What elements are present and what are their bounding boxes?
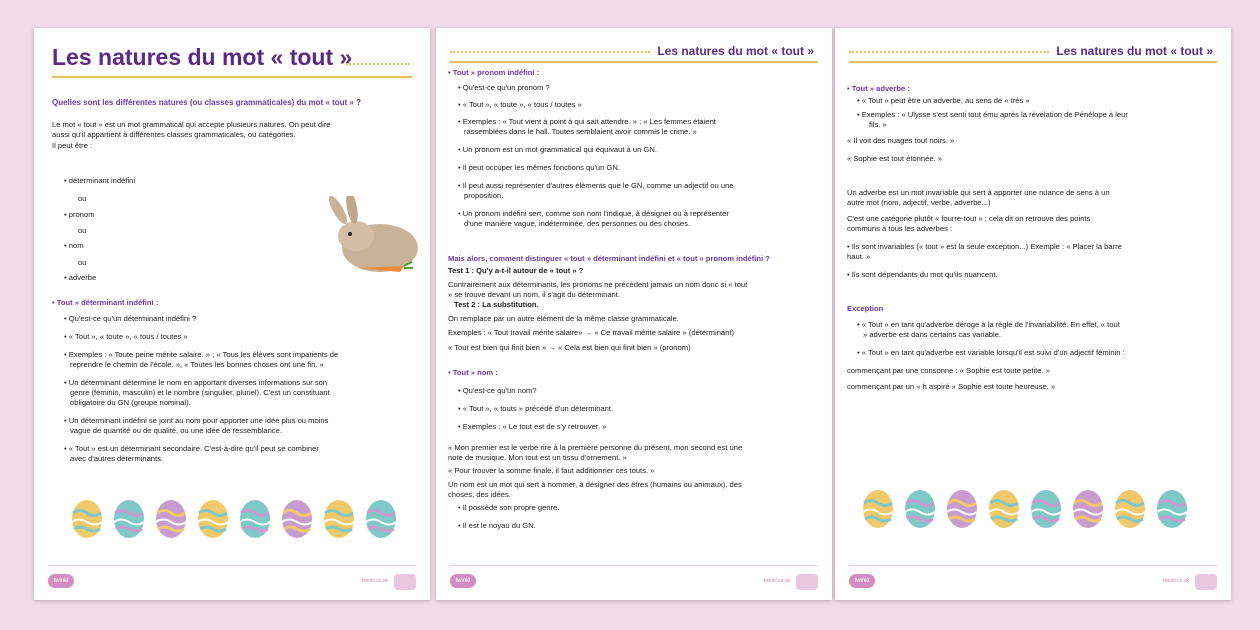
nature-separator: ou [78, 194, 87, 203]
badge-icon [796, 574, 818, 590]
nature-item: • nom [64, 241, 84, 250]
body-line: • Il possède son propre genre. [458, 503, 560, 512]
body-line: « Mon premier est le verbe rire à la première personne du présent, mon second est une [448, 443, 743, 452]
page-title: Les natures du mot « tout » [1056, 44, 1213, 58]
easter-egg-icon [70, 498, 104, 540]
intro-line: aussi qu'il appartient à différentes classes grammaticales, ou catégories. [52, 130, 296, 139]
easter-egg-icon [945, 488, 979, 530]
easter-egg-icon [1113, 488, 1147, 530]
body-line: vague de quantité ou de qualité, ou une idée de ressemblance. [70, 426, 282, 435]
body-line: Exemples : « Tout travail mérite salaire» → « Ce travail mérite salaire » (déterminant) [448, 328, 735, 337]
body-line: fils. » [869, 120, 887, 129]
question-heading: Quelles sont les différentes natures (ou classes grammaticales) du mot « tout » ? [52, 98, 361, 107]
body-line: • Qu'est-ce qu'un nom? [458, 386, 537, 395]
easter-egg-icon [238, 498, 272, 540]
section-heading: • Tout » déterminant indéfini : [52, 298, 159, 307]
footer-rule [450, 565, 818, 566]
easter-egg-icon [112, 498, 146, 540]
nature-separator: ou [78, 258, 87, 267]
page-title: Les natures du mot « tout » [657, 44, 814, 58]
body-line: choses, des idées. [448, 490, 511, 499]
easter-egg-icon [280, 498, 314, 540]
section-heading: • Tout » adverbe : [847, 84, 910, 93]
body-line: • « Tout », « toute », « tous / toutes » [64, 332, 188, 341]
body-line: Contrairement aux déterminants, les pronoms ne précèdent jamais un nom donc si « tout [448, 280, 748, 289]
body-line: On remplace par un autre élément de la même classe grammaticale. [448, 314, 679, 323]
body-line: « Pour trouver la somme finale, il faut additionner ces touts. » [448, 466, 655, 475]
twinkl-logo: twinkl [849, 574, 875, 588]
title-dots [450, 51, 650, 53]
body-line: • « Tout » en tant qu'adverbe est variable lorsqu'il est suivi d'un adjectif féminin : [857, 348, 1125, 357]
body-line: • « Tout » est un déterminant secondaire. C'est-à-dire qu'il peut se combiner [64, 444, 319, 453]
twinkl-logo: twinkl [450, 574, 476, 588]
body-line: « Il voit des nuages tout noirs. » [847, 136, 955, 145]
body-line: • Un pronom indéfini sert, comme son nom l'indique, à désigner ou à représenter [458, 209, 729, 218]
easter-egg-icon [903, 488, 937, 530]
twinkl-logo: twinkl [48, 574, 74, 588]
intro-line: Il peut être : [52, 141, 93, 150]
page-title: Les natures du mot « tout » [52, 44, 353, 70]
footer-url: twinkl.co.uk [1163, 578, 1189, 584]
easter-egg-icon [1029, 488, 1063, 530]
body-line: • Qu'est-ce qu'un déterminant indéfini ? [64, 314, 197, 323]
body-line: note de musique. Mon tout est un tissu d'ornement. » [448, 453, 627, 462]
body-line: • « Tout » peut être un adverbe, au sens de « très » [857, 96, 1030, 105]
body-line: commençant par un « h aspiré » Sophie est toute heureuse. » [847, 382, 1056, 391]
body-line: » se trouve devant un nom, il s'agit du déterminant. [448, 290, 620, 299]
body-line: • Exemples : « Ulysse s'est senti tout ému après la révélation de Pénélope à leur [857, 110, 1128, 119]
body-line: • « Tout », « toute », « tous / toutes » [458, 100, 582, 109]
easter-egg-icon [1071, 488, 1105, 530]
footer-rule [849, 565, 1217, 566]
body-line: haut. » [847, 252, 871, 261]
easter-egg-icon [322, 498, 356, 540]
badge-icon [1195, 574, 1217, 590]
intro-line: Le mot « tout » est un mot grammatical qui accepte plusieurs natures. On peut dire [52, 120, 331, 129]
title-rule [849, 61, 1217, 63]
easter-eggs-row [861, 488, 1189, 530]
nature-item: • adverbe [64, 273, 97, 282]
body-line: d'une manière vague, indéterminée, des personnes ou des choses. [464, 219, 691, 228]
nature-separator: ou [78, 226, 87, 235]
body-line: genre (féminin, masculin) et le nombre (singulier, pluriel). C'est un constituant [70, 388, 330, 397]
test-heading: Test 1 : Qu'y a-t-il autour de « tout » ? [448, 266, 584, 275]
nature-item: • pronom [64, 210, 95, 219]
body-line: autre mot (nom, adjectif, verbe, adverbe...) [847, 198, 991, 207]
title-rule [450, 61, 818, 63]
body-line: • Un déterminant indéfini se joint au nom pour apporter une idée plus ou moins [64, 416, 329, 425]
easter-eggs-row [70, 498, 398, 540]
body-line: • Ils sont dépendants du mot qu'ils nuancent. [847, 270, 998, 279]
title-rule [52, 76, 412, 78]
title-dots [849, 51, 1049, 53]
body-line: obligatoire du GN (groupe nominal). [70, 398, 191, 407]
body-line: Un nom est un mot qui sert à nommer, à désigner des êtres (humains ou animaux), des [448, 480, 742, 489]
body-line: reprendre le chemin de l'école. », « Toutes les bonnes choses ont une fin. » [70, 360, 324, 369]
question-heading: Mais alors, comment distinguer « tout » déterminant indéfini et « tout » pronom indéfini ? [448, 254, 770, 263]
body-line: • Il est le noyau du GN. [458, 521, 536, 530]
body-line: « Tout est bien qui finit bien » → « Cela est bien qui finit bien » (pronom) [448, 343, 691, 352]
body-line: • Exemples : « Tout vient à point à qui sait attendre. » ; « Les femmes étaient [458, 117, 716, 126]
body-line: • Un pronom est un mot grammatical qui équivaut à un GN. [458, 145, 657, 154]
body-line: • Exemples : « Le tout est de s'y retrouver. » [458, 422, 607, 431]
body-line: « Sophie est tout étonnée. » [847, 154, 942, 163]
easter-egg-icon [861, 488, 895, 530]
title-dots [346, 63, 410, 65]
body-line: • Il peut aussi représenter d'autres éléments que le GN, comme un adjectif ou une [458, 181, 734, 190]
worksheet-page-1 [34, 28, 430, 600]
body-line: Un adverbe est un mot invariable qui sert à apporter une nuance de sens à un [847, 188, 1110, 197]
badge-icon [394, 574, 416, 590]
easter-egg-icon [196, 498, 230, 540]
body-line: • Ils sont invariables (« tout » est la seule exception...) Exemple : « Placer la barre [847, 242, 1122, 251]
body-line: rassemblées dans le hall. Toutes semblaient avoir commis le crime. » [464, 127, 697, 136]
body-line: » adverbe est dans certains cas variable. [863, 330, 1002, 339]
body-line: commençant par une consonne : « Sophie est toute petite. » [847, 366, 1051, 375]
test-heading: Test 2 : La substitution. [454, 300, 539, 309]
body-line: • « Tout » en tant qu'adverbe déroge à la règle de l'invariabilité. En effet, « tout [857, 320, 1120, 329]
worksheet-page-2 [436, 28, 832, 600]
body-line: • Un déterminant détermine le nom en apportant diverses informations sur son [64, 378, 328, 387]
footer-rule [48, 565, 416, 566]
body-line: • Il peut occuper les mêmes fonctions qu'un GN. [458, 163, 620, 172]
section-heading: • Tout » pronom indéfini : [448, 68, 540, 77]
section-heading: Exception [847, 304, 884, 313]
easter-egg-icon [364, 498, 398, 540]
body-line: • Exemples : « Toute peine mérite salaire. » ; « Tous les élèves sont impatients de [64, 350, 339, 359]
rabbit-illustration [316, 196, 426, 278]
body-line: avec d'autres déterminants. [70, 454, 164, 463]
easter-egg-icon [154, 498, 188, 540]
footer-url: twinkl.co.uk [764, 578, 790, 584]
body-line: proposition. [464, 191, 504, 200]
easter-egg-icon [1155, 488, 1189, 530]
worksheet-page-3 [835, 28, 1231, 600]
body-line: communs à tous les adverbes : [847, 224, 953, 233]
body-line: • Qu'est-ce qu'un pronom ? [458, 83, 550, 92]
easter-egg-icon [987, 488, 1021, 530]
footer-url: twinkl.co.uk [362, 578, 388, 584]
body-line: • « Tout », « touts » précédé d'un déterminant. [458, 404, 614, 413]
nature-item: • déterminant indéfini [64, 176, 136, 185]
body-line: C'est une catégorie plutôt « fourre-tout » ; cela dit on retrouve des points [847, 214, 1091, 223]
section-heading: • Tout » nom : [448, 368, 498, 377]
